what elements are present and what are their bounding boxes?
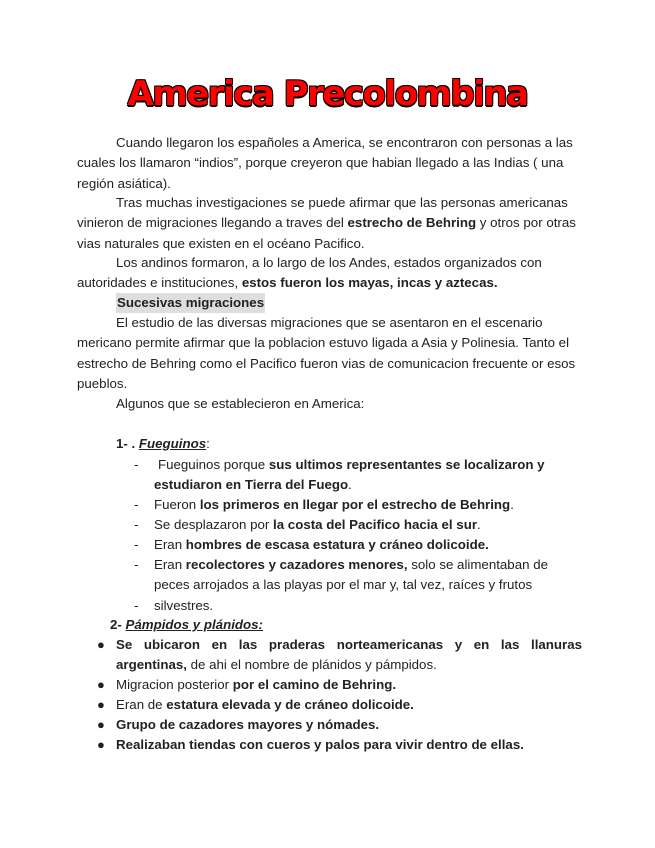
dash-marker: - bbox=[134, 557, 139, 572]
item-bold: Realizaban tiendas con cueros y palos para vivir dentro de ellas. bbox=[116, 737, 524, 752]
intro-p2-text-end: y otros por otras vias naturales que existen en el océano Pacifico. bbox=[77, 215, 576, 251]
page-title: America Precolombina bbox=[127, 74, 528, 114]
item-bold: por el camino de Behring. bbox=[232, 677, 397, 692]
item-text: Se desplazaron por bbox=[154, 517, 274, 532]
bullet-marker: ● bbox=[97, 637, 105, 652]
item-bold: estatura elevada y de cráneo dolicoide. bbox=[166, 697, 414, 712]
list-item bbox=[134, 495, 574, 515]
dash-marker: - bbox=[134, 497, 139, 512]
section-paragraph-1: El estudio de las diversas migraciones que se asentaron en el escenario mericano permite afirmar que la poblacion estuvo ligada a Asia y Polinesia. Tanto el estrecho de Behring como el Pacifico fueron vias de comunicacion frecuente or esos pueblos. bbox=[77, 315, 576, 391]
item-bold: los primeros en llegar por el estrecho de Behring bbox=[199, 497, 511, 512]
item-text: Migracion posterior bbox=[116, 677, 233, 692]
bullet-marker: ● bbox=[97, 677, 105, 692]
list-item bbox=[97, 635, 582, 676]
list-item bbox=[97, 715, 582, 735]
item-text-end: solo se alimentaban de peces arrojados a las playas por el mar y, tal vez, raíces y frutos silvestres. bbox=[154, 557, 548, 613]
item-text-end: . bbox=[510, 497, 514, 512]
item-text: Eran de bbox=[116, 697, 167, 712]
dash-marker: - bbox=[134, 537, 139, 552]
bullet-marker: ● bbox=[97, 717, 105, 732]
list-item bbox=[97, 695, 582, 715]
dash-marker: - bbox=[134, 517, 139, 532]
list-item bbox=[134, 535, 574, 555]
item-bold: recolectores y cazadores menores, bbox=[185, 557, 408, 572]
list-item bbox=[134, 555, 574, 616]
item-bold: sus ultimos representantes se localizaron y estudiaron en Tierra del Fuego bbox=[154, 457, 545, 493]
group1-name: Fueguinos bbox=[138, 436, 207, 451]
group1-heading bbox=[116, 434, 210, 454]
dash-marker: - bbox=[134, 457, 139, 472]
intro-p3-bold: estos fueron los mayas, incas y aztecas. bbox=[241, 275, 498, 291]
group2-number: 2- bbox=[110, 617, 126, 632]
list-item bbox=[97, 735, 582, 755]
intro-paragraph-3 bbox=[77, 253, 582, 294]
item-text: Fueron bbox=[154, 497, 200, 512]
item-bold: Grupo de cazadores mayores y nómades. bbox=[116, 717, 380, 732]
group2-name: Pámpidos y plánidos: bbox=[125, 617, 263, 632]
item-text-end: de ahi el nombre de plánidos y pámpidos. bbox=[186, 657, 437, 673]
item-bold: hombres de escasa estatura y cráneo dolicoide. bbox=[185, 537, 489, 552]
intro-paragraph-2 bbox=[77, 193, 582, 254]
item-text: Eran bbox=[154, 537, 186, 552]
group2-heading bbox=[110, 615, 263, 635]
item-text: Eran bbox=[154, 557, 186, 572]
section-paragraph-2: Algunos que se establecieron en America: bbox=[116, 396, 365, 411]
list-item bbox=[134, 515, 574, 535]
item-bold: Se ubicaron en las praderas norteamericanas y en las llanuras argentinas, bbox=[116, 637, 582, 673]
section-heading: Sucesivas migraciones bbox=[116, 293, 265, 313]
bullet-marker: ● bbox=[97, 737, 105, 752]
intro-paragraph-1: Cuando llegaron los españoles a America, se encontraron con personas a las cuales los llamaron “indios”, porque creyeron que habian llegado a las Indias ( una región asiática). bbox=[77, 135, 573, 191]
item-text-end: . bbox=[348, 477, 352, 493]
list-item bbox=[97, 675, 582, 695]
group1-number: 1- . bbox=[116, 436, 139, 451]
bullet-marker: ● bbox=[97, 697, 105, 712]
item-text: Fueguinos porque bbox=[158, 457, 269, 472]
item-text-end: . bbox=[477, 517, 481, 532]
group1-suffix: : bbox=[206, 436, 210, 451]
dash-marker: - bbox=[134, 598, 139, 613]
intro-p2-bold: estrecho de Behring bbox=[347, 215, 477, 231]
intro-p2-text: Tras muchas investigaciones se puede afirmar que las personas americanas vinieron de migraciones llegando a traves del bbox=[77, 195, 568, 231]
list-item bbox=[134, 455, 574, 496]
item-bold: la costa del Pacifico hacia el sur bbox=[273, 517, 477, 532]
intro-p3-text: Los andinos formaron, a lo largo de los Andes, estados organizados con autoridades e instituciones, bbox=[77, 255, 542, 291]
